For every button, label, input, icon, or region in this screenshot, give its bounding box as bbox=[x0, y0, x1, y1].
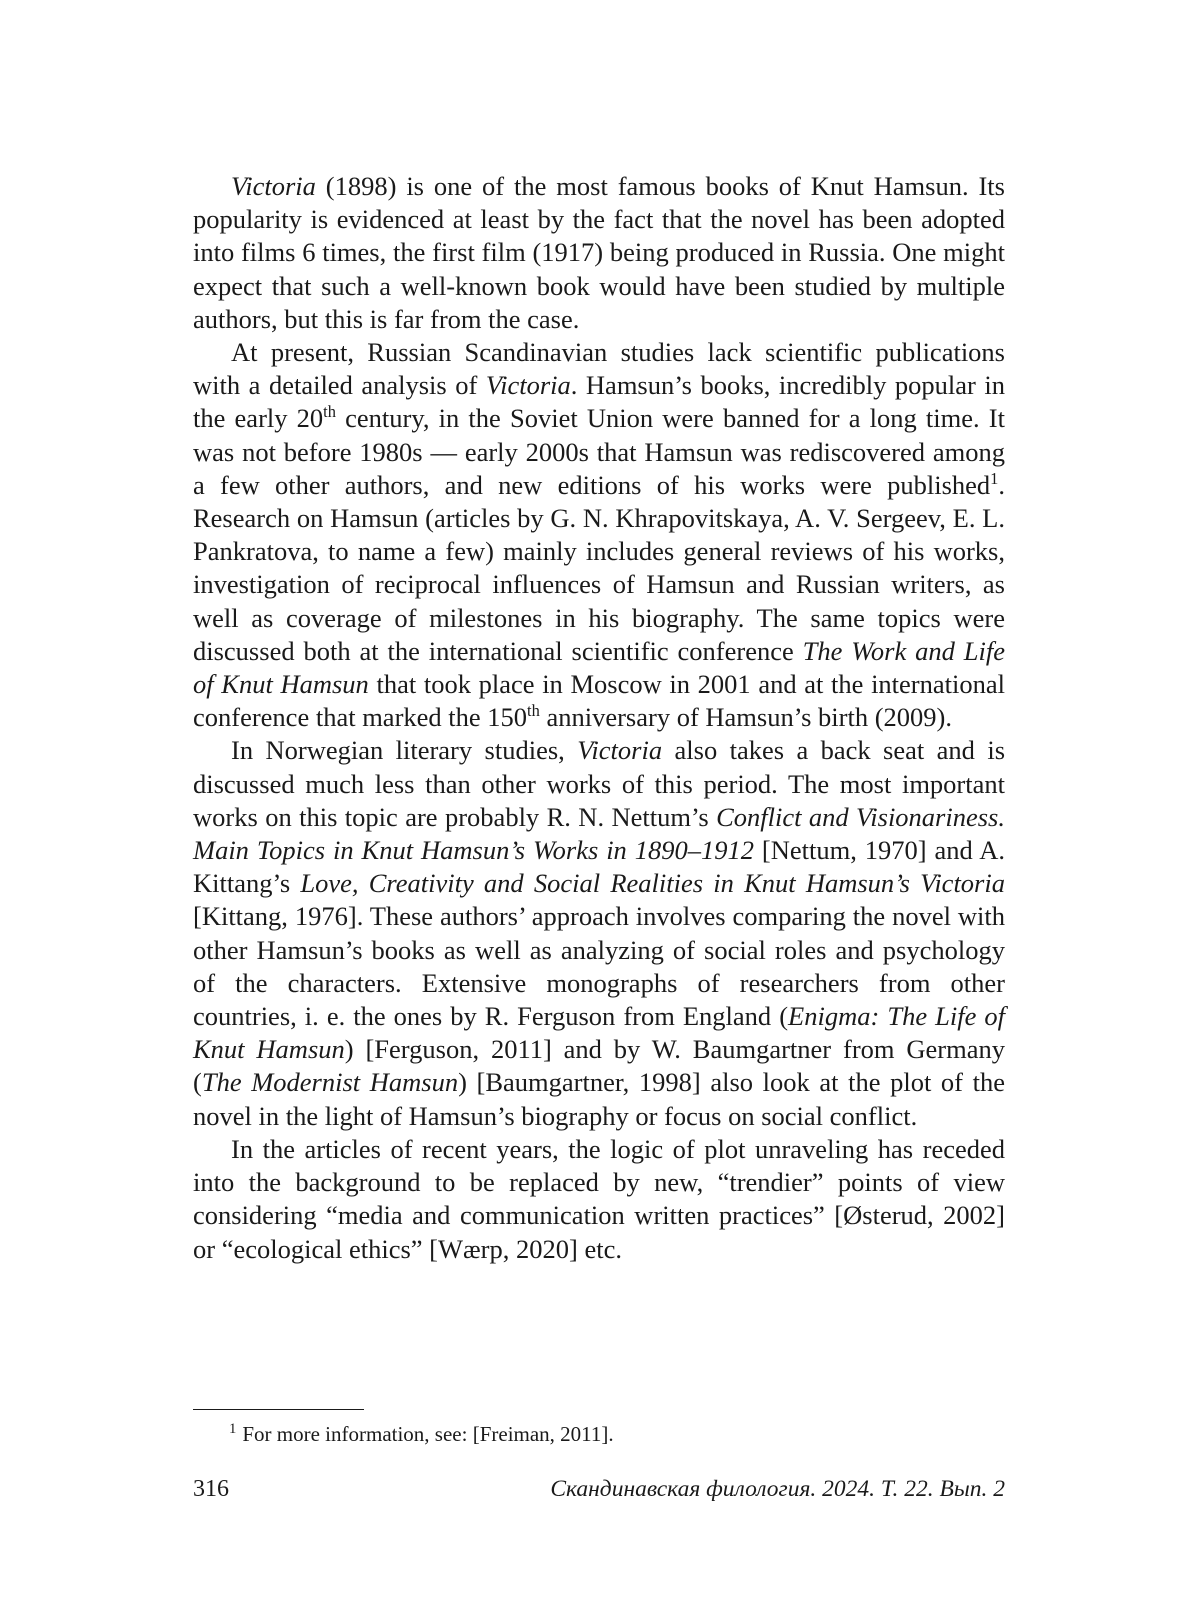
journal-running-footer: Скандинавская филология. 2024. Т. 22. Вып. 2 bbox=[550, 1476, 1005, 1502]
superscript: th bbox=[323, 402, 336, 422]
text-run: [Nettum, 1970] and A. Kittang’s bbox=[193, 835, 1005, 899]
text-run: that took place in Moscow in 2001 and at the international conference that marked the 150 bbox=[193, 669, 1005, 733]
text-run: At present, Russian Scandinavian studies lack scientific publications with a detailed analysis of bbox=[193, 337, 1005, 401]
text-run: In Norwegian literary studies, bbox=[231, 735, 578, 766]
page-number: 316 bbox=[193, 1476, 229, 1502]
text-run: ) [Ferguson, 2011] and by W. Baumgartner from Germany ( bbox=[193, 1034, 1005, 1098]
italic-title: The Work and Life of Knut Hamsun bbox=[193, 635, 1005, 700]
text-run: also takes a back seat and is discussed much less than other works of this period. The most important works on this topic are probably R. N. Nettum’s bbox=[193, 735, 1006, 832]
italic-title: Conflict and Visionariness. Main Topics in Knut Hamsun’s Works in 1890–1912 bbox=[193, 801, 1005, 866]
text-run: In the articles of recent years, the logic of plot unraveling has receded into the background to be replaced by new, “trendier” points of view considering “media and communication written practices” [Østerud, 2002] or “ecological ethics” [Wærp, 2020] etc. bbox=[193, 1133, 1005, 1264]
italic-title: Victoria bbox=[231, 171, 316, 201]
footnote-marker: 1 bbox=[229, 1420, 237, 1437]
italic-title: Victoria bbox=[485, 370, 571, 401]
text-run: century, in the Soviet Union were banned for a long time. It was not before 1980s — early 2000s that Hamsun was rediscovered among a few other authors, and new editions of his works were published bbox=[193, 403, 1005, 500]
footnote-text: For more information, see: [Freiman, 2011]. bbox=[242, 1422, 614, 1446]
italic-title: The Modernist Hamsun bbox=[201, 1067, 459, 1098]
paragraph bbox=[193, 336, 1005, 734]
paragraph bbox=[193, 734, 1005, 1132]
text-run: anniversary of Hamsun’s birth (2009). bbox=[539, 702, 952, 733]
superscript: 1 bbox=[990, 468, 999, 488]
paragraph bbox=[193, 1133, 1005, 1266]
text-run: . Research on Hamsun (articles by G. N. Khrapovitskaya, A. V. Sergeev, E. L. Pankratova, to name a few) mainly includes general reviews of his works, investigation of reciprocal influences of Hamsun and Russian writers, as well as coverage of milestones in his biography. The same topics were discussed both at the international scientific conference bbox=[193, 469, 1005, 666]
text-run: [Kittang, 1976]. These authors’ approach involves comparing the novel with other Hamsun’s books as well as analyzing of social roles and psychology of the characters. Extensive monographs of researchers from other countries, i. e. the ones by R. Ferguson from England ( bbox=[193, 901, 1005, 1032]
text-run: . Hamsun’s books, incredibly popular in the early 20 bbox=[193, 370, 1005, 434]
paragraph bbox=[193, 170, 1005, 336]
italic-title: Victoria bbox=[577, 735, 663, 766]
text-run: (1898) is one of the most famous books of Knut Hamsun. Its popularity is evidenced at least by the fact that the novel has been adopted into films 6 times, the first film (1917) being produced in Russia. One might expect that such a well-known book would have been studied by multiple authors, but this is far from the case. bbox=[193, 171, 1005, 334]
footnote-separator bbox=[193, 1409, 364, 1410]
superscript: th bbox=[527, 701, 540, 721]
italic-title: Enigma: The Life of Knut Hamsun bbox=[193, 1001, 1005, 1065]
italic-title: Love, Creativity and Social Realities in Knut Hamsun’s Victoria bbox=[300, 868, 1005, 899]
article-body bbox=[193, 170, 1005, 1266]
footnote bbox=[229, 1421, 614, 1447]
text-run: ) [Baumgartner, 1998] also look at the plot of the novel in the light of Hamsun’s biography or focus on social conflict. bbox=[193, 1067, 1005, 1131]
